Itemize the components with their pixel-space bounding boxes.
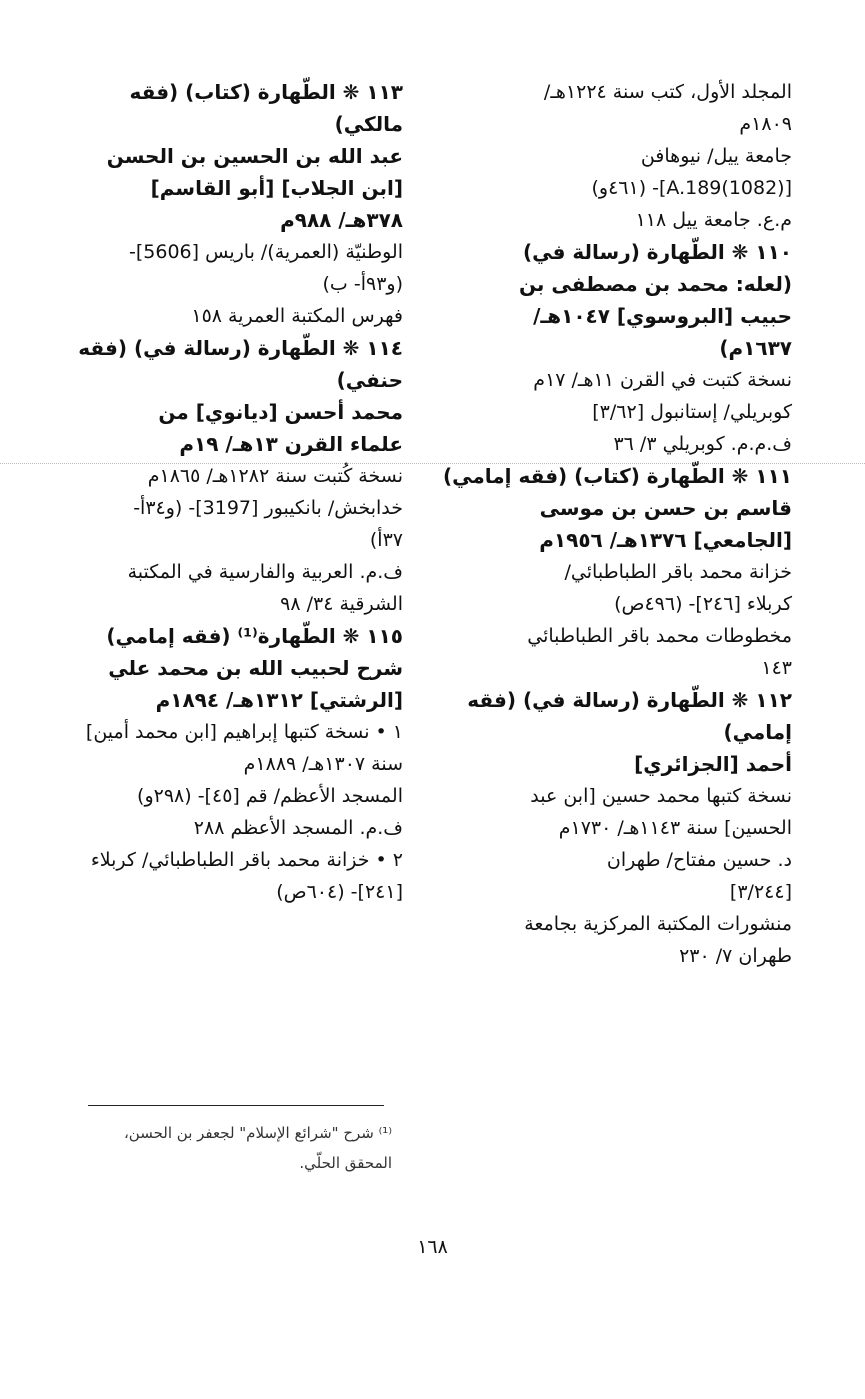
right-column [432, 76, 792, 972]
entry-heading-line: محمد أحسن [ديانوي] من [158, 400, 403, 424]
entry-text-line: ف.م.م. كوبريلي ٣/ ٣٦ [613, 433, 792, 455]
entry-heading-line: (لعله: محمد بن مصطفى بن [518, 272, 792, 296]
entry-heading-line: شرح لحبيب الله بن محمد علي [108, 656, 403, 680]
entry-heading-line: مالكي) [334, 112, 403, 136]
entry-heading-line: حبيب [البروسوي] ١٠٤٧هـ/ [533, 304, 792, 328]
entry-heading-line: أحمد [الجزائري] [634, 752, 792, 776]
entry-heading-line: ١١٥ ❋ الطّهارة⁽¹⁾ (فقه إمامي) [106, 624, 403, 648]
entry-heading-line: [ابن الجلاب] [أبو القاسم] [150, 176, 403, 200]
footnote-line-2: المحقق الحلّي. [299, 1154, 392, 1172]
entry-text-line: ف.م. المسجد الأعظم ٢٨٨ [193, 817, 403, 839]
entry-heading-line: ١١١ ❋ الطّهارة (كتاب) (فقه إمامي) [442, 464, 792, 488]
entry-heading-line: ٣٧٨هـ/ ٩٨٨م [280, 208, 403, 232]
entry-text-line: كوبريلي/ إستانبول [٣/٦٢] [592, 401, 792, 423]
entry-heading-line: ١٦٣٧م) [719, 336, 792, 360]
footnote-line-1: ⁽¹⁾ شرح "شرائع الإسلام" لجعفر بن الحسن، [123, 1124, 392, 1142]
entry-text-line: نسخة كتبها محمد حسين [ابن عبد [530, 785, 792, 807]
entry-text-line: ٢ • خزانة محمد باقر الطباطبائي/ كربلاء [90, 849, 403, 871]
entry-text-line: د. حسين مفتاح/ طهران [606, 849, 792, 871]
entry-heading-line: [الجامعي] ١٣٧٦هـ/ ١٩٥٦م [539, 528, 792, 552]
entry-text-line: [٢٤١]- (٦٠٤ص) [276, 881, 403, 903]
entry-text-line: الشرقية ٣٤/ ٩٨ [280, 593, 403, 615]
entry-text-line: نسخة كُتبت سنة ١٢٨٢هـ/ ١٨٦٥م [147, 465, 403, 487]
entry-text-line: ١٨٠٩م [739, 113, 792, 135]
footnote-separator [88, 1105, 384, 1106]
entry-text-line: المجلد الأول، كتب سنة ١٢٢٤هـ/ [543, 81, 792, 103]
entry-text-line: الوطنيّة (العمرية)/ باريس [5606]- [129, 241, 403, 263]
entry-text-line: منشورات المكتبة المركزية بجامعة [524, 913, 792, 935]
entry-heading-line: ١١٤ ❋ الطّهارة (رسالة في) (فقه [78, 336, 403, 360]
entry-text-line: مخطوطات محمد باقر الطباطبائي [527, 625, 792, 647]
entry-text-line: ف.م. العربية والفارسية في المكتبة [127, 561, 403, 583]
entry-heading-line: عبد الله بن الحسين بن الحسن [106, 144, 403, 168]
entry-heading-line: ١١٣ ❋ الطّهارة (كتاب) (فقه [129, 80, 403, 104]
left-column [50, 76, 403, 908]
entry-text-line: م.ع. جامعة ييل ١١٨ [635, 209, 792, 231]
entry-text-line: (و٩٣أ- ب) [322, 273, 403, 295]
entry-text-line: فهرس المكتبة العمرية ١٥٨ [191, 305, 403, 327]
page-number: ١٦٨ [417, 1236, 448, 1258]
entry-heading-line: علماء القرن ١٣هـ/ ١٩م [179, 432, 403, 456]
entry-text-line: [٣/٢٤٤] [729, 881, 792, 903]
entry-text-line: سنة ١٣٠٧هـ/ ١٨٨٩م [243, 753, 403, 775]
entry-heading-line: ١١٢ ❋ الطّهارة (رسالة في) (فقه [467, 688, 792, 712]
entry-text-line: الحسين] سنة ١١٤٣هـ/ ١٧٣٠م [558, 817, 792, 839]
entry-text-line: نسخة كتبت في القرن ١١هـ/ ١٧م [533, 369, 792, 391]
entry-text-line: خدابخش/ بانكيبور [3197]- (و٣٤أ- [133, 497, 403, 519]
entry-text-line: ٣٧أ) [369, 529, 403, 551]
entry-text-line: ١ • نسخة كتبها إبراهيم [ابن محمد أمين] [85, 721, 403, 743]
entry-text-line: ١٤٣ [761, 657, 792, 679]
entry-text-line: جامعة ييل/ نيوهافن [640, 145, 792, 167]
entry-heading-line: حنفي) [336, 368, 403, 392]
entry-text-line: [(1082)A.189]- (٤٦١و) [591, 177, 792, 199]
entry-text-line: طهران ٧/ ٢٣٠ [679, 945, 792, 967]
footnote [40, 1118, 392, 1178]
entry-heading-line: إمامي) [723, 720, 792, 744]
entry-text-line: كربلاء [٢٤٦]- (٤٩٦ص) [614, 593, 792, 615]
entry-heading-line: قاسم بن حسن بن موسى [539, 496, 792, 520]
entry-text-line: المسجد الأعظم/ قم [٤٥]- (٢٩٨و) [137, 785, 403, 807]
entry-heading-line: ١١٠ ❋ الطّهارة (رسالة في) [522, 240, 792, 264]
entry-text-line: خزانة محمد باقر الطباطبائي/ [564, 561, 792, 583]
entry-heading-line: [الرشتي] ١٣١٢هـ/ ١٨٩٤م [155, 688, 403, 712]
